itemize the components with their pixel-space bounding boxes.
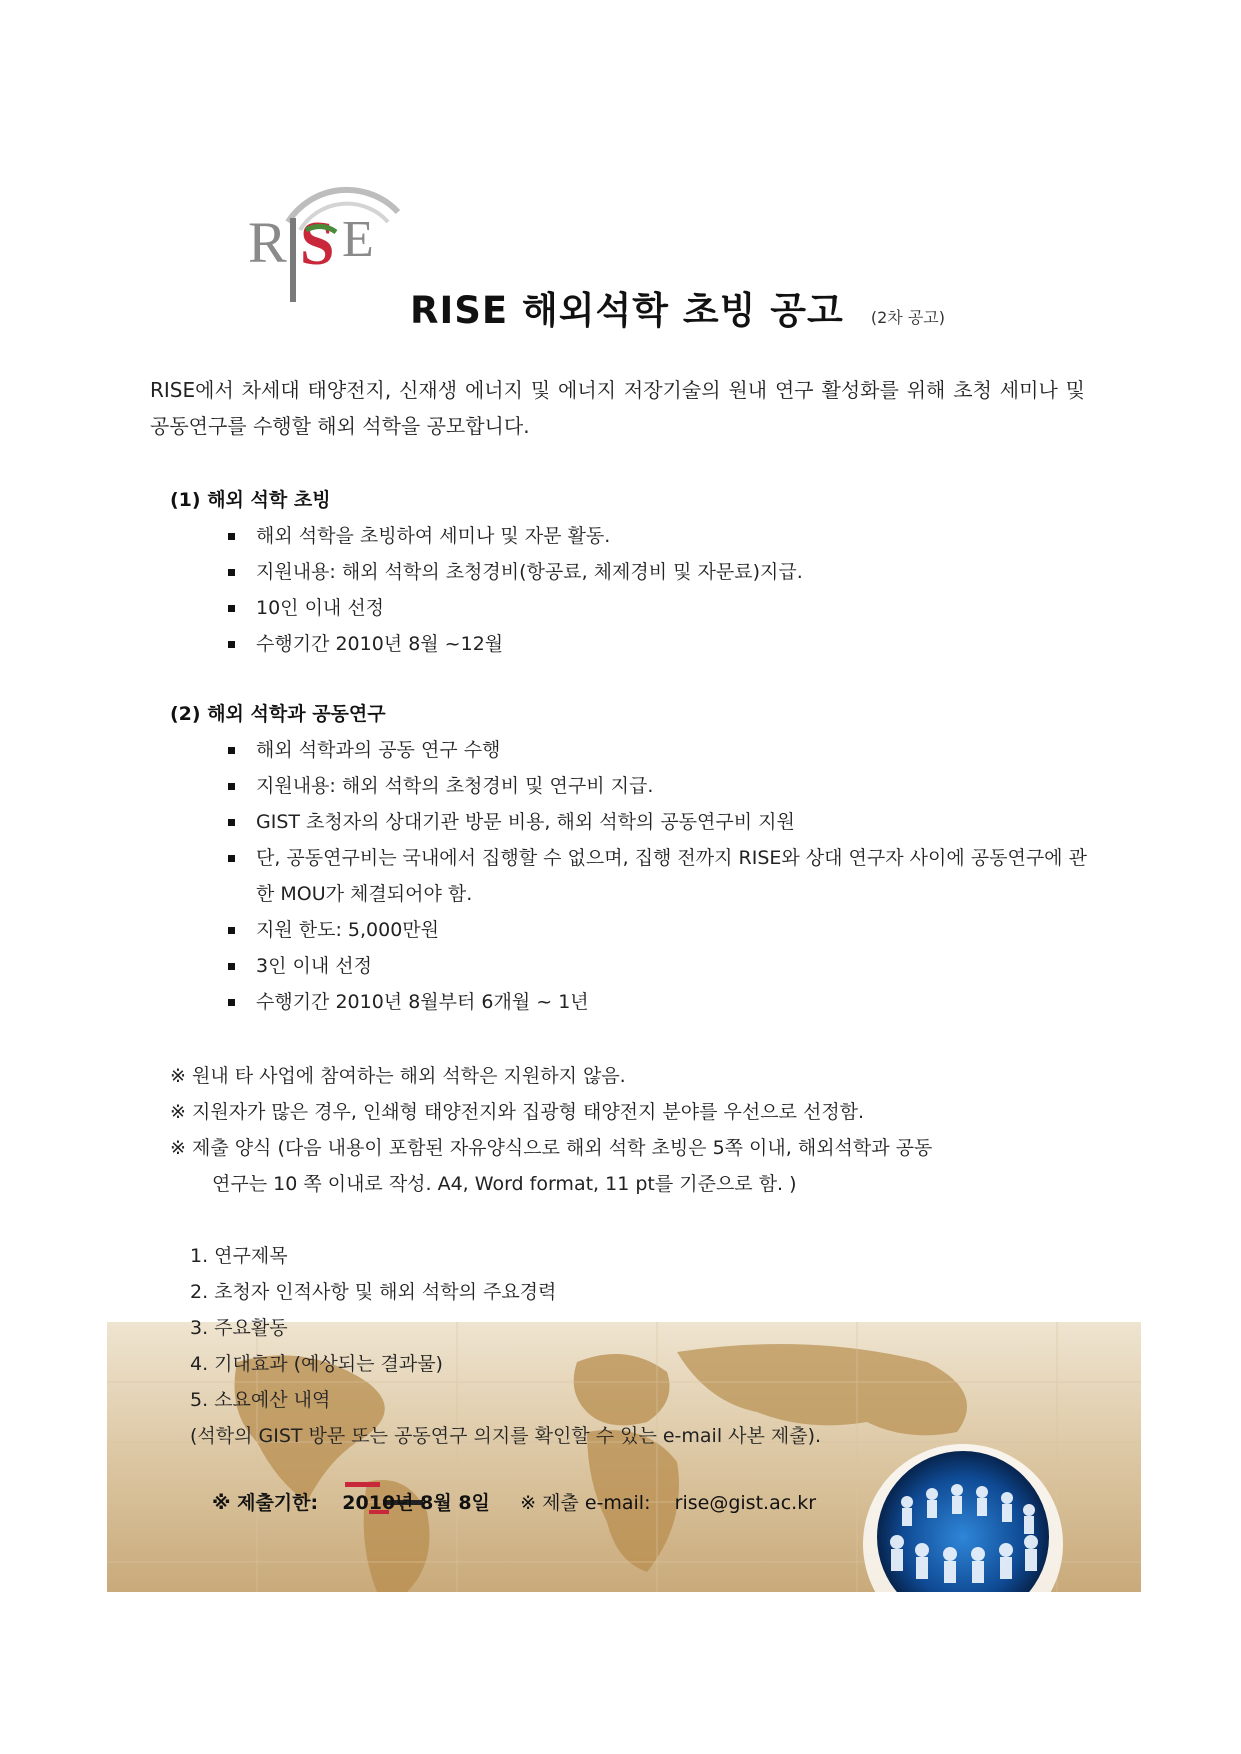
list-item: 2. 초청자 인적사항 및 해외 석학의 주요경력 xyxy=(190,1281,557,1303)
svg-text:E: E xyxy=(342,211,374,268)
list-item: GIST 초청자의 상대기관 방문 비용, 해외 석학의 공동연구비 지원 xyxy=(228,804,1088,840)
section-1-list xyxy=(228,518,1070,662)
requirements-note: (석학의 GIST 방문 또는 공동연구 의지를 확인할 수 있는 e-mail 사본 제출). xyxy=(190,1425,822,1447)
note-2: ※ 지원자가 많은 경우, 인쇄형 태양전지와 집광형 태양전지 분야를 우선으로 선정함. xyxy=(170,1101,865,1123)
section-2-heading: (2) 해외 석학과 공동연구 xyxy=(170,703,386,725)
section-1-heading: (1) 해외 석학 초빙 xyxy=(170,489,331,511)
svg-text:R: R xyxy=(248,210,287,275)
list-item: 지원 한도: 5,000만원 xyxy=(228,912,1088,948)
list-item: 단, 공동연구비는 국내에서 집행할 수 없으며, 집행 전까지 RISE와 상대 연구자 사이에 공동연구에 관한 MOU가 체결되어야 함. xyxy=(228,840,1088,912)
note-3-cont: 연구는 10 쪽 이내로 작성. A4, Word format, 11 pt를 기준으로 함. ) xyxy=(212,1173,797,1195)
list-item: 3. 주요활동 xyxy=(190,1317,288,1339)
email-link[interactable]: rise@gist.ac.kr xyxy=(674,1492,817,1514)
svg-text:S: S xyxy=(300,210,335,278)
list-item: 5. 소요예산 내역 xyxy=(190,1389,331,1411)
requirements-list xyxy=(190,1238,990,1418)
notes xyxy=(170,1058,1100,1202)
page-subtitle: (2차 공고) xyxy=(870,308,945,327)
list-item: 수행기간 2010년 8월 ~12월 xyxy=(228,626,1070,662)
list-item: 1. 연구제목 xyxy=(190,1245,288,1267)
list-item: 해외 석학을 초빙하여 세미나 및 자문 활동. xyxy=(228,518,1070,554)
list-item: 해외 석학과의 공동 연구 수행 xyxy=(228,732,1088,768)
rise-logo xyxy=(248,182,408,310)
intro-paragraph: RISE에서 차세대 태양전지, 신재생 에너지 및 에너지 저장기술의 원내 연구 활성화를 위해 초청 세미나 및 공동연구를 수행할 해외 석학을 공모합니다. xyxy=(150,378,1085,438)
list-item: 3인 이내 선정 xyxy=(228,948,1088,984)
list-item: 지원내용: 해외 석학의 초청경비(항공료, 체제경비 및 자문료)지급. xyxy=(228,554,1070,590)
list-item: 4. 기대효과 (예상되는 결과물) xyxy=(190,1353,443,1375)
page-title: RISE 해외석학 초빙 공고 xyxy=(410,289,844,332)
section-2-list xyxy=(228,732,1088,1020)
list-item: 수행기간 2010년 8월부터 6개월 ~ 1년 xyxy=(228,984,1088,1020)
email-label: ※ 제출 e-mail: xyxy=(520,1492,651,1514)
list-item: 10인 이내 선정 xyxy=(228,590,1070,626)
title-line xyxy=(410,280,945,334)
section-1 xyxy=(170,482,1070,662)
requirements xyxy=(190,1238,990,1454)
deadline-date: 2010년 8월 8일 xyxy=(342,1492,490,1514)
list-item: 지원내용: 해외 석학의 초청경비 및 연구비 지급. xyxy=(228,768,1088,804)
section-2 xyxy=(170,696,1090,1020)
note-3: ※ 제출 양식 (다음 내용이 포함된 자유양식으로 해외 석학 초빙은 5쪽 이내, 해외석학과 공동 xyxy=(170,1137,933,1159)
note-1: ※ 원내 타 사업에 참여하는 해외 석학은 지원하지 않음. xyxy=(170,1065,626,1087)
deadline-line xyxy=(212,1488,816,1515)
deadline-label: ※ 제출기한: xyxy=(212,1492,319,1514)
